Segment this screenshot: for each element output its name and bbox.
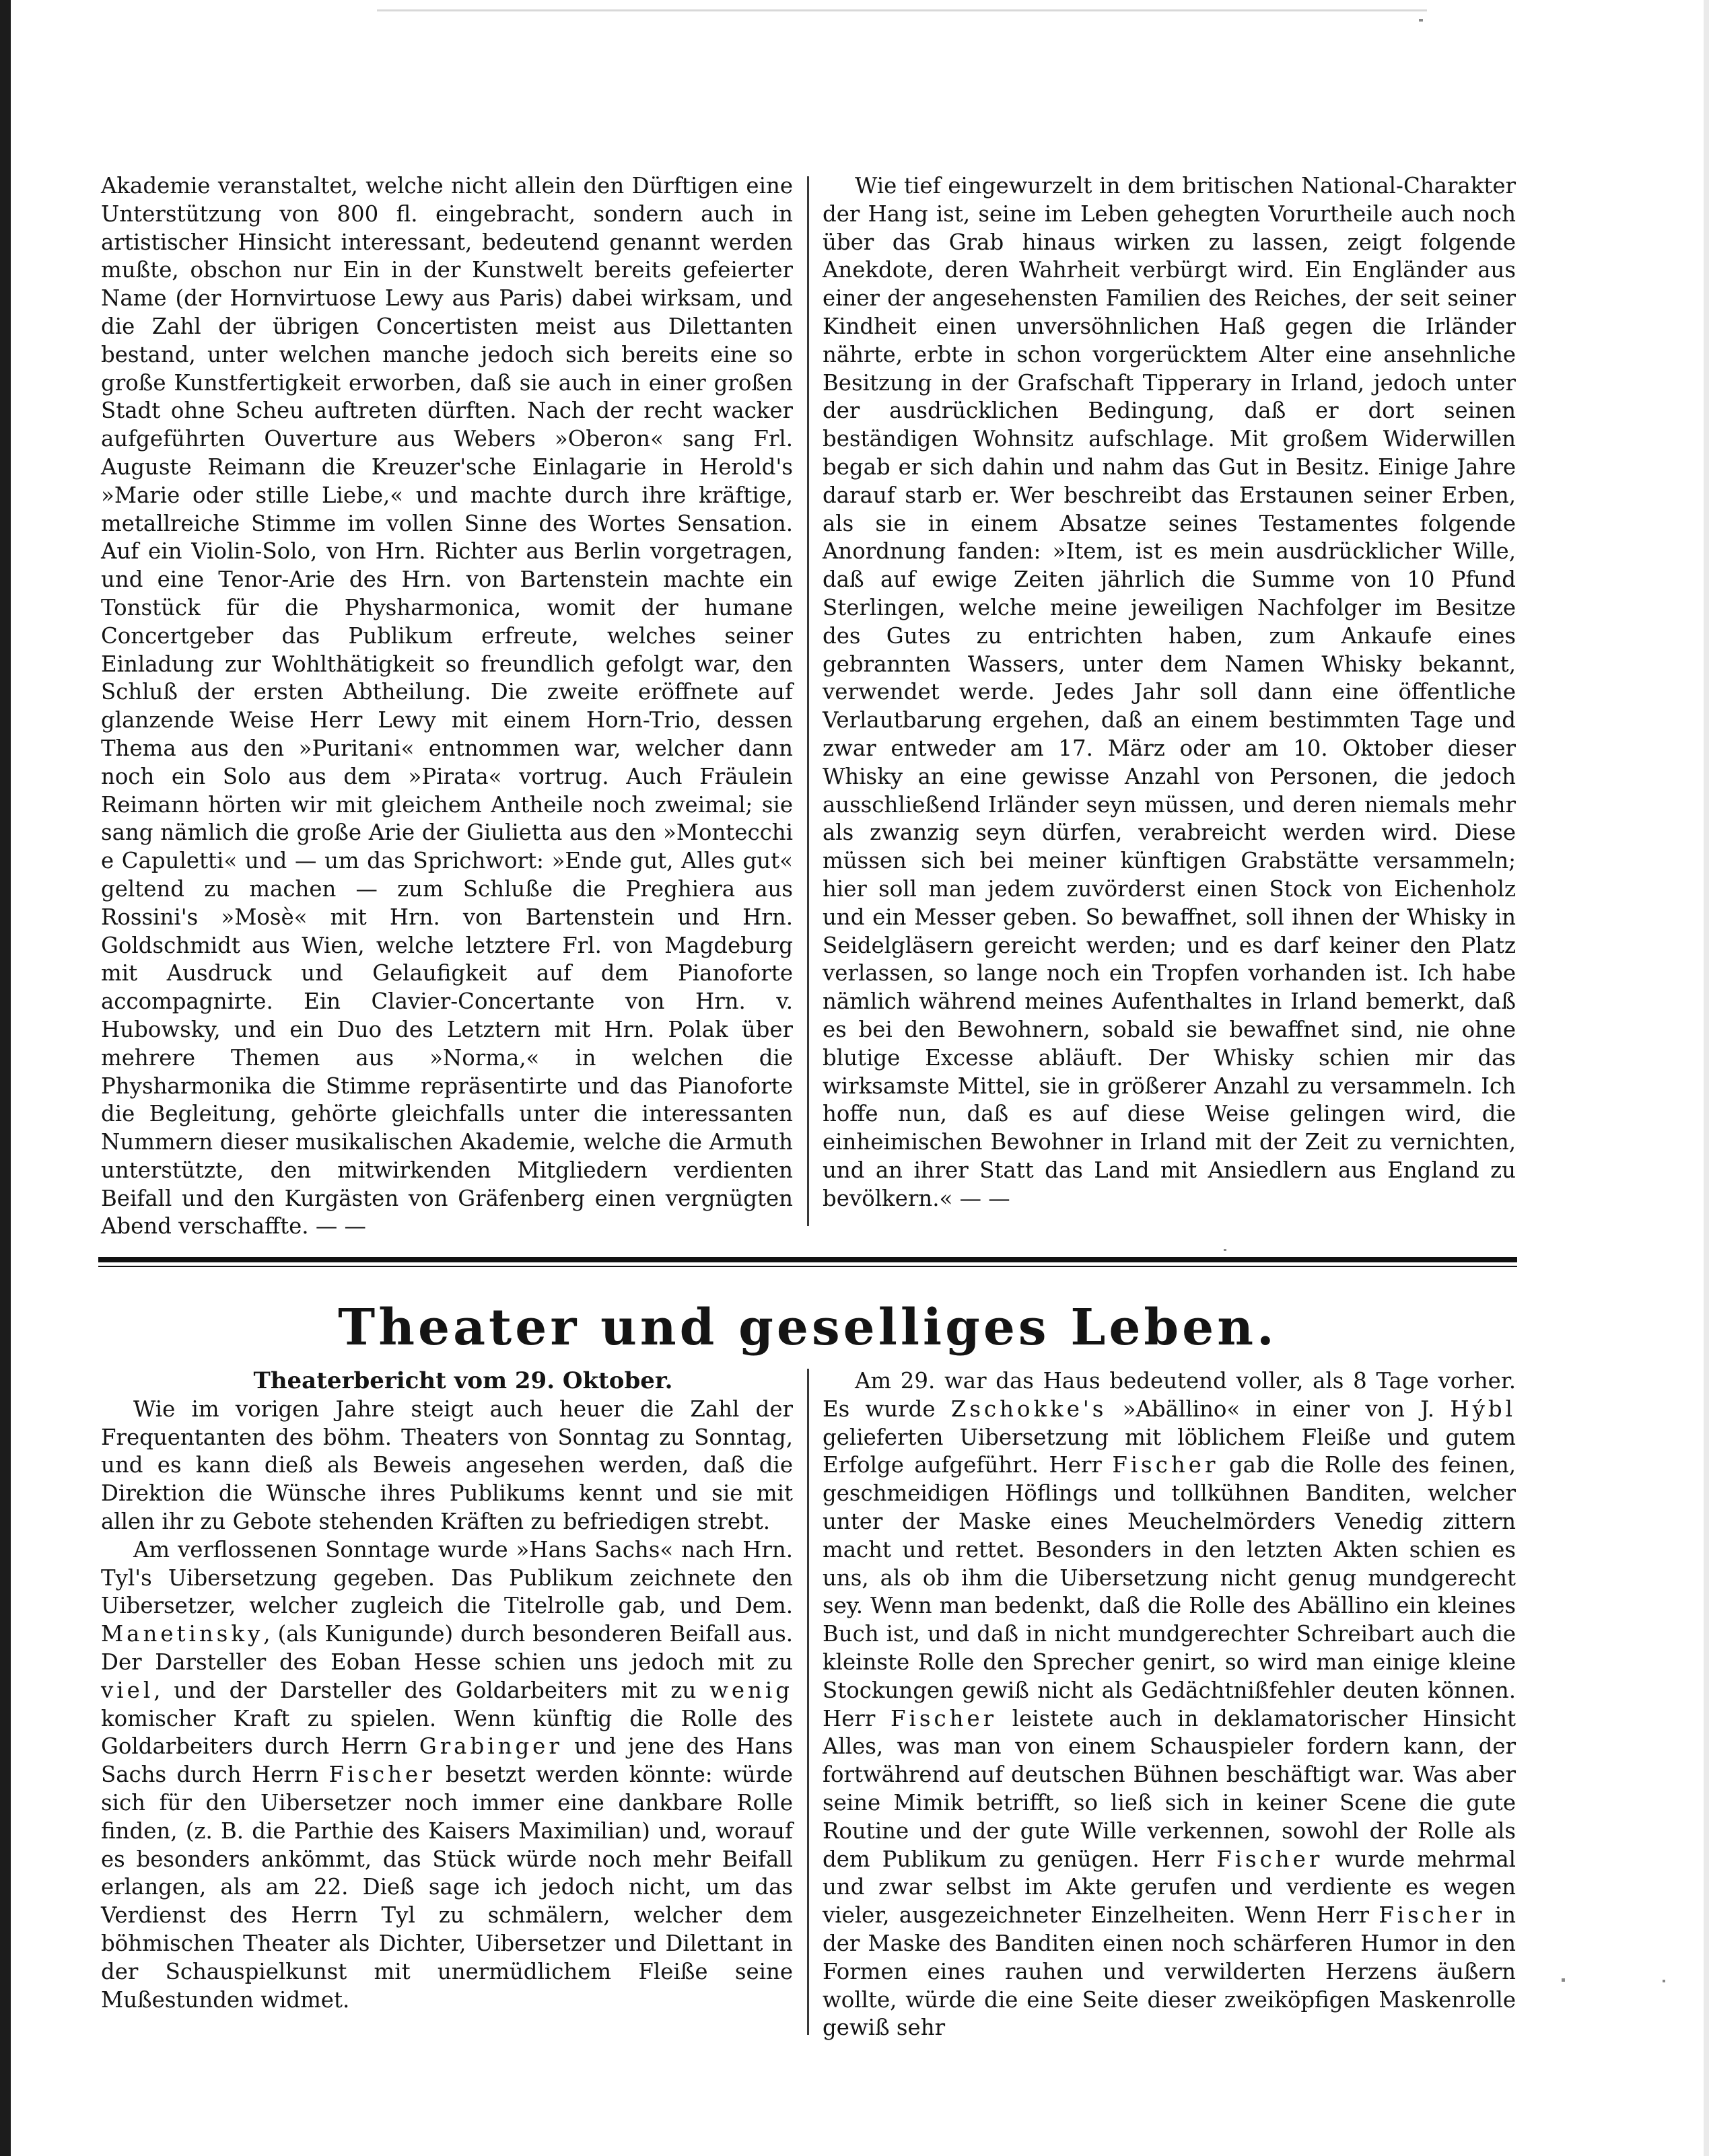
text-run: Am verflossenen Sonntage wurde »Hans Sachs« nach Hrn. Tyl's Uibersetzung gegeben. Das Publikum zeichnete den Uibersetzer, welcher zugleich die Titelrolle gab, und Dem. [101, 1536, 793, 1619]
paragraph [101, 1536, 793, 2015]
text-run: komischer Kraft zu spielen. Wenn künftig die Rolle des Goldarbeiters durch Herrn [101, 1705, 793, 1760]
section-rule-thick [98, 1257, 1517, 1262]
text-run: »Abällino« in einer von J. [1107, 1396, 1451, 1422]
top-rule [377, 9, 1427, 11]
article-title: Theaterbericht vom 29. Oktober. [253, 1367, 673, 1394]
spaced-name: Manetinsky [101, 1621, 264, 1647]
text-run: gab die Rolle des feinen, geschmeidigen Höflings und tollkühnen Banditen, welcher unter der Maske eines Meuchelmörders Venedig zittern macht und rettet. Besonders in den letzten Akten schien es uns, als ob ihm die Uibersetzung nicht genug mundgerecht sey. Wenn man bedenkt, daß die Rolle des Abällino ein kleines Buch ist, und daß in nicht mundgerechter Schreibart auch die kleinste Rolle den Sprecher genirt, so wird man einige kleine Stockungen gewiß nicht als Gedächtnißfehler deuten können. Herr [823, 1452, 1516, 1731]
column-bottom-right [823, 1367, 1516, 2042]
spaced-name: Zschokke's [950, 1396, 1107, 1422]
paragraph: Akademie veranstaltet, welche nicht allein den Dürftigen eine Unterstützung von 800 fl. eingebracht, sondern auch in artistischer Hinsicht interessant, bedeutend genannt werden mußte, obschon nur Ein in der Kunstwelt bereits gefeierter Name (der Hornvirtuose Lewy aus Paris) dabei wirksam, und die Zahl der übrigen Concertisten meist aus Dilettanten bestand, unter welchen manche jedoch sich bereits eine so große Kunstfertigkeit erworben, daß sie auch in einer großen Stadt ohne Scheu auftreten dürften. Nach der recht wacker aufgeführten Ouverture aus Webers »Oberon« sang Frl. Auguste Reimann die Kreuzer'sche Einlagarie in Herold's »Marie oder stille Liebe,« und machte durch ihre kräftige, metallreiche Stimme im vollen Sinne des Wortes Sensation. Auf ein Violin-Solo, von Hrn. Richter aus Berlin vorgetragen, und eine Tenor-Arie des Hrn. von Bartenstein machte ein Tonstück für die Physharmonica, womit der humane Concertgeber das Publikum erfreute, welches seiner Einladung zur Wohlthätigkeit so freundlich gefolgt war, den Schluß der ersten Abtheilung. Die zweite eröffnete auf glanzende Weise Herr Lewy mit einem Horn-Trio, dessen Thema aus den »Puritani« entnommen war, welcher dann noch ein Solo aus dem »Pirata« vortrug. Auch Fräulein Reimann hörten wir mit gleichem Antheile noch zweimal; sie sang nämlich die große Arie der Giulietta aus den »Montecchi e Capuletti« und — um das Sprichwort: »Ende gut, Alles gut« geltend zu machen — zum Schluße die Preghiera aus Rossini's »Mosè« mit Hrn. von Bartenstein und Hrn. Goldschmidt aus Wien, welche letztere Frl. von Magdeburg mit Ausdruck und Gelaufigkeit auf dem Pianoforte accompagnirte. Ein Clavier-Concertante von Hrn. v. Hubowsky, und ein Duo des Letztern mit Hrn. Polak über mehrere Themen aus »Norma,« in welchen die Physharmonika die Stimme repräsentirte und das Pianoforte die Begleitung, gehörte gleichfalls unter die interessanten Nummern dieser musikalischen Akademie, welche die Armuth unterstützte, den mitwirkenden Mitgliedern verdienten Beifall und den Kurgästen von Gräfenberg einen vergnügten Abend verschaffte. — — [101, 173, 793, 1239]
text-run: wurde mehrmal und zwar selbst im Akte gerufen und verdiente es wegen vieler, ausgezeichneter Einzelheiten. Wenn Herr [823, 1846, 1516, 1929]
column-bottom-left [101, 1367, 793, 2014]
text-run: , und der Darsteller des Goldarbeiters mit zu [153, 1677, 710, 1703]
spaced-word: wenig [709, 1677, 793, 1703]
spaced-name: Fischer [891, 1705, 998, 1731]
page-edge-right [1704, 0, 1709, 2156]
column-divider-top [807, 176, 809, 1226]
column-divider-bottom [807, 1369, 809, 2035]
text-run: gelieferten Uibersetzung mit löblichem Fleiße und gutem Erfolge aufgeführt. Herr [823, 1424, 1516, 1478]
spaced-name: Fischer [1112, 1452, 1219, 1478]
column-top-right [823, 172, 1516, 1213]
text-run: , (als Kunigunde) durch besonderen Beifall aus. Der Darsteller des Eoban Hesse schien uns jedoch mit zu [101, 1621, 793, 1675]
text-run: in der Maske des Banditen einen noch schärferen Humor in den Formen eines rauhen und verwilderten Herzens äußern wollte, würde die eine Seite dieser zweiköpfigen Maskenrolle gewiß sehr [823, 1902, 1516, 2041]
spaced-name: Grabinger [419, 1733, 563, 1760]
scan-speck [1562, 1978, 1565, 1982]
text-run: leistete auch in deklamatorischer Hinsicht Alles, was man von einem Schauspieler fordern kann, der fortwährend auf deutschen Bühnen beschäftigt war. Was aber seine Mimik betrifft, so ließ sich in keiner Scene die gute Routine und der gute Wille verkennen, sowohl der Rolle als dem Publikum zu genügen. Herr [823, 1705, 1516, 1872]
scan-speck [1419, 19, 1423, 22]
page-edge-left [0, 0, 11, 2156]
text-run: und jene des Hans Sachs durch Herrn [101, 1733, 794, 1788]
paragraph: Wie im vorigen Jahre steigt auch heuer die Zahl der Frequentanten des böhm. Theaters von Sonntag zu Sonntag, und es kann dieß als Beweis angesehen werden, daß die Direktion die Wünsche ihres Publikums kennt und sie mit allen ihr zu Gebote stehenden Kräften zu befriedigen strebt. [101, 1396, 793, 1534]
spaced-name: Hýbl [1450, 1396, 1516, 1422]
text-run: besetzt werden könnte: würde sich für den Uibersetzer noch immer eine dankbare Rolle finden, (z. B. die Parthie des Kaisers Maximilian) und, worauf es besonders ankömmt, das Stück würde noch mehr Beifall erlangen, als am 22. Dieß sage ich jedoch nicht, um das Verdienst des Herrn Tyl zu schmälern, welcher dem böhmischen Theater als Dichter, Uibersetzer und Dilettant in der Schauspielkunst mit unermüdlichem Fleiße seine Mußestunden widmet. [101, 1762, 793, 2013]
section-rule-thin [98, 1266, 1517, 1267]
spaced-name: Fischer [328, 1762, 435, 1788]
paragraph: Wie tief eingewurzelt in dem britischen National-Charakter der Hang ist, seine im Leben gehegten Vorurtheile auch noch über das Grab hinaus wirken zu lassen, zeigt folgende Anekdote, deren Wahrheit verbürgt wird. Ein Engländer aus einer der angesehensten Familien des Reiches, der seit seiner Kindheit einen unversöhnlichen Haß gegen die Irländer nährte, erbte in schon vorgerücktem Alter eine ansehnliche Besitzung in der Grafschaft Tipperary in Irland, jedoch unter der ausdrücklichen Bedingung, daß er dort seinen beständigen Wohnsitz aufschlage. Mit großem Widerwillen begab er sich dahin und nahm das Gut in Besitz. Einige Jahre darauf starb er. Wer beschreibt das Erstaunen seiner Erben, als sie in einem Absatze seines Testamentes folgende Anordnung fanden: »Item, ist es mein ausdrücklicher Wille, daß auf ewige Zeiten jährlich die Summe von 10 Pfund Sterlingen, welche meine jeweiligen Nachfolger im Besitze des Gutes zu entrichten haben, zum Ankaufe eines gebrannten Wassers, unter dem Namen Whisky bekannt, verwendet werde. Jedes Jahr soll dann eine öffentliche Verlautbarung ergehen, daß an einem bestimmten Tage und zwar entweder am 17. März oder am 10. Oktober dieser Whisky an eine gewisse Anzahl von Personen, die jedoch ausschließend Irländer seyn müssen, und deren niemals mehr als zwanzig seyn dürfen, verabreicht werden wird. Diese müssen sich bei meiner künftigen Grabstätte versammeln; hier soll man jedem zuvörderst einen Stock von Eichenholz und ein Messer geben. So bewaffnet, soll ihnen der Whisky in Seidelgläsern gereicht werden; und es darf keiner den Platz verlassen, so lange noch ein Tropfen vorhanden ist. Ich habe nämlich während meines Aufenthaltes in Irland bemerkt, daß es bei den Bewohnern, sobald sie bewaffnet sind, nie ohne blutige Excesse abläuft. Der Whisky schien mir das wirksamste Mittel, sie in größerer Anzahl zu versammeln. Ich hoffe nun, daß es auf diese Weise gelingen wird, die einheimischen Bewohner in Irland mit der Zeit zu vernichten, und an ihrer Statt das Land mit Ansiedlern aus England zu bevölkern.« — — [823, 173, 1516, 1211]
section-title: Theater und geselliges Leben. [338, 1299, 1278, 1357]
scan-speck [1224, 1249, 1226, 1251]
spaced-name: Fischer [1216, 1846, 1323, 1872]
scan-speck [1663, 1980, 1665, 1982]
spaced-word: viel [101, 1677, 154, 1703]
spaced-name: Fischer [1379, 1902, 1486, 1929]
paragraph [823, 1367, 1516, 2042]
text-run: Am 29. war das Haus bedeutend voller, als 8 Tage vorher. Es wurde [823, 1368, 1516, 1422]
column-top-left [101, 172, 793, 1241]
